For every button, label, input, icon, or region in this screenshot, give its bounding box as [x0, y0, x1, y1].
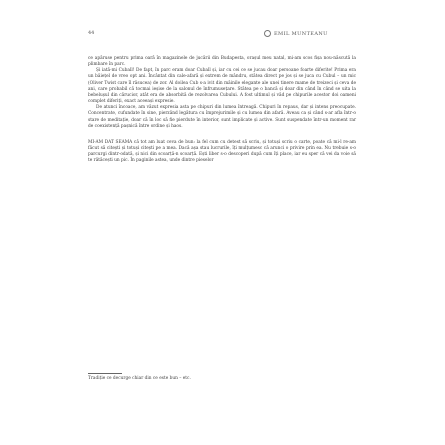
- footnote-divider: [88, 373, 122, 374]
- publisher-logo-icon: [264, 30, 271, 37]
- paragraph: De atunci încoace, am văzut expresia asta pe chipuri din lumea întreagă. Chipuri în repaus, dar și intens preocupate. Concentrate, cufundate în sine, pierzând legătura cu împrejurimile și cu lumea din afară. Aveau ca și când s-ar afla într-o stare de meditație, doar că în loc să fie pierdute în interior, sunt implicate și active. Sunt suspendate într-un moment rar de coexistență pașnică între ordine și haos.: [88, 105, 356, 129]
- section-paragraph: MI-AM DAT SEAMA că tot am luat ceva de bun: la fel cum cu detest să scriu, și totuși scriu o carte, poate că mi-l re-am făcut să citești și totuși citești pe a mea. Dacă așa stau lucrurile, îți mulțumesc că arunci o privire prin ea. Nu trebuie s-o parcurgi dintr-odată, și nici din scoarță-n scoarță. Ești liber s-o descoperi după cum îți place, iar eu sper că vei da voie să te rătăcești un pic. În paginile astea, unde dintre pieselor: [88, 139, 356, 164]
- page-header: [88, 30, 357, 40]
- running-head: [264, 30, 328, 37]
- footnote: Tradiție ce decurge chiar din ce este bun – etc.: [88, 376, 191, 381]
- running-head-text: EMIL MUNTEANU: [274, 31, 328, 37]
- body-text: [88, 56, 356, 165]
- paragraph: ce apăruse pentru prima oară în magazinele de jucării din Budapesta, orașul meu natal, mi-am scos fișa nou-născută la plimbare în parc.: [88, 56, 356, 68]
- paragraph: Și iată-mi Cuball! De fapt, în parc eram doar Cuball și, iar cu cei ce se jucau doar persoane foarte diferite! Prima era un băiețel de vreo opt ani. Încântat din cale-afară și extrem de mândru, stătea direct pe jos și se juca cu Cubul – un mic (Oliver Twist care îl răsucea) de zor. Al doilea Cub s-a ivit din mâinile elegante ale unei tinere mame de treizeci și ceva de ani, care probabil că tocmai ieșise de la salonul de înfrumusețare. Stătea pe o bancă și doar din când în când se uita la bebelușul din cărucior, atât era de absorbită de rezolvarea Cubului. A fost ultimul și văd pe chipurile acestor doi oameni complet diferiți, exact aceeași expresie.: [88, 68, 356, 105]
- page-number: 44: [88, 30, 95, 36]
